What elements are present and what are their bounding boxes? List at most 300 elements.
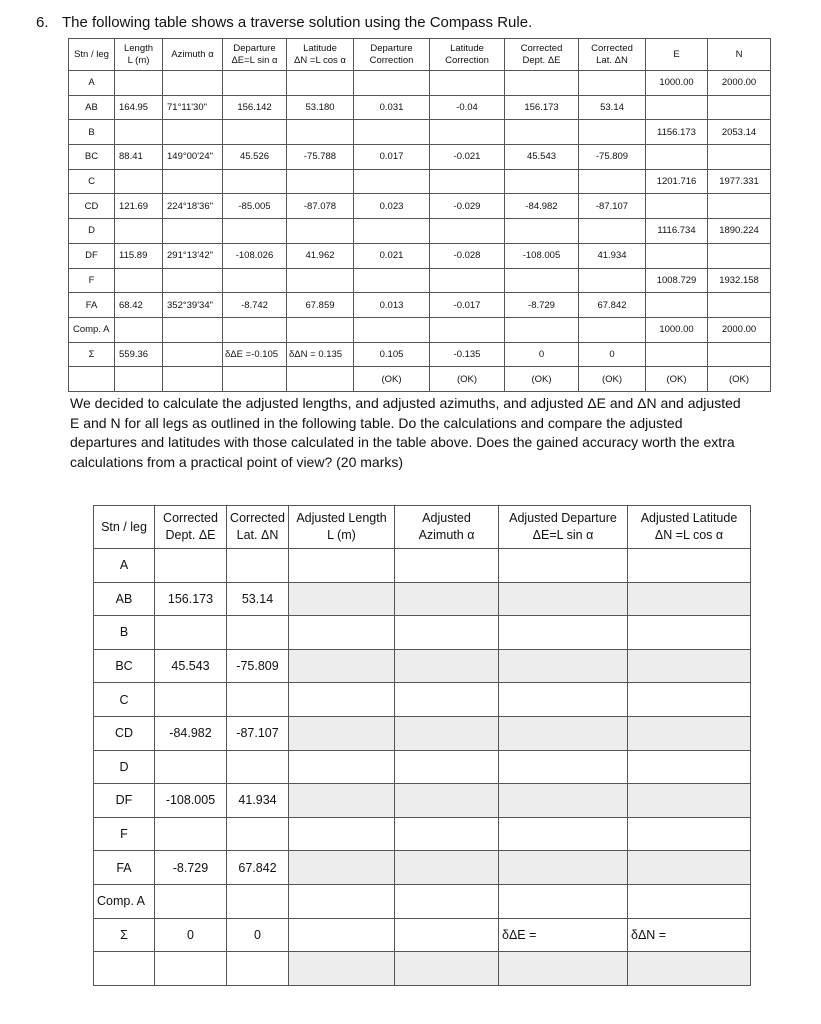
- cell-corrected-departure: [505, 317, 579, 342]
- cell-latitude: -75.788: [287, 145, 354, 170]
- cell-latitude: [287, 268, 354, 293]
- cell-azimuth: 224°18'36": [163, 194, 223, 219]
- header-adjlat-l1: Adjusted Latitude: [640, 511, 738, 525]
- cell-stn: CD: [69, 194, 115, 219]
- header-clat-l2: Lat. ΔN: [596, 54, 628, 66]
- cell-adjusted-departure: [499, 683, 628, 717]
- cell-corrected-latitude: [227, 884, 289, 918]
- cell-latitude: 53.180: [287, 95, 354, 120]
- cell-departure: [223, 169, 287, 194]
- blank-cell: [628, 952, 751, 986]
- ok-blank: [115, 367, 163, 392]
- header-northing: N: [708, 39, 771, 71]
- header-adjlat-l2: ΔN =L cos α: [654, 528, 724, 542]
- cell-adjusted-latitude: [628, 683, 751, 717]
- cell-departure: 156.142: [223, 95, 287, 120]
- cell-adjusted-latitude: [628, 549, 751, 583]
- table-row: [94, 884, 751, 918]
- cell-azimuth: [163, 71, 223, 96]
- table-row: [69, 194, 771, 219]
- table1-sum-row: [69, 342, 771, 367]
- cell-departure-correction: 0.031: [354, 95, 430, 120]
- cell-latitude-correction: -0.028: [430, 243, 505, 268]
- sum-label: Σ: [94, 918, 155, 952]
- cell-corrected-latitude: 67.842: [579, 293, 646, 318]
- cell-azimuth: [163, 169, 223, 194]
- cell-adjusted-latitude: [628, 884, 751, 918]
- header-latitude-correction: [430, 39, 505, 71]
- header-latitude: [287, 39, 354, 71]
- cell-adjusted-departure: [499, 884, 628, 918]
- cell-latitude-correction: [430, 317, 505, 342]
- header-departure: [223, 39, 287, 71]
- cell-departure: 45.526: [223, 145, 287, 170]
- cell-length: 68.42: [115, 293, 163, 318]
- blank-cell: [395, 952, 499, 986]
- cell-adjusted-length[interactable]: [289, 851, 395, 885]
- table-row: [69, 268, 771, 293]
- header-departure-correction: [354, 39, 430, 71]
- cell-corrected-departure: [155, 817, 227, 851]
- cell-departure-correction: [354, 268, 430, 293]
- adjustment-worksheet-table: [93, 505, 751, 986]
- cell-stn: CD: [94, 716, 155, 750]
- cell-northing: [708, 194, 771, 219]
- cell-adjusted-length[interactable]: [289, 582, 395, 616]
- cell-azimuth: [163, 120, 223, 145]
- table2-sum-row: [94, 918, 751, 952]
- cell-length: [115, 169, 163, 194]
- header-latcorr-l2: Correction: [445, 54, 489, 66]
- cell-stn: DF: [69, 243, 115, 268]
- cell-easting: 1000.00: [646, 317, 708, 342]
- cell-latitude: [287, 120, 354, 145]
- ok-corrected-latitude: (OK): [579, 367, 646, 392]
- table-row: [94, 784, 751, 818]
- cell-northing: [708, 145, 771, 170]
- table-row: [94, 649, 751, 683]
- cell-azimuth: [163, 317, 223, 342]
- cell-corrected-departure: [505, 219, 579, 244]
- header-latitude-l1: Latitude: [303, 42, 337, 54]
- cell-northing: 2000.00: [708, 317, 771, 342]
- cell-departure: [223, 219, 287, 244]
- cell-adjusted-latitude[interactable]: [628, 784, 751, 818]
- header-clat-l2: Lat. ΔN: [236, 528, 279, 542]
- cell-corrected-departure: 45.543: [155, 649, 227, 683]
- cell-adjusted-azimuth: [395, 884, 499, 918]
- sum-northing: [708, 342, 771, 367]
- cell-adjusted-departure: [499, 817, 628, 851]
- cell-departure-correction: [354, 219, 430, 244]
- cell-corrected-departure: 45.543: [505, 145, 579, 170]
- cell-latitude: -87.078: [287, 194, 354, 219]
- paragraph-line: E and N for all legs as outlined in the following table. Do the calculations and compare the adjusted: [70, 414, 683, 431]
- cell-latitude-correction: [430, 169, 505, 194]
- ok-latitude-correction: (OK): [430, 367, 505, 392]
- cell-stn: Comp. A: [69, 317, 115, 342]
- cell-corrected-departure: 156.173: [155, 582, 227, 616]
- cell-corrected-departure: -84.982: [155, 716, 227, 750]
- cell-northing: 1977.331: [708, 169, 771, 194]
- sum-departure-correction: 0.105: [354, 342, 430, 367]
- header-adjusted-latitude: [628, 506, 751, 549]
- cell-corrected-departure: [155, 616, 227, 650]
- sum-delta-n: δΔN = 0.135: [287, 342, 354, 367]
- table-row: [94, 582, 751, 616]
- cell-adjusted-departure[interactable]: [499, 784, 628, 818]
- header-length-l1: Length: [123, 42, 154, 54]
- header-cdep-l1: Corrected: [520, 42, 563, 54]
- table1-body: [69, 71, 771, 343]
- cell-corrected-latitude: 53.14: [579, 95, 646, 120]
- cell-adjusted-latitude[interactable]: [628, 716, 751, 750]
- header-cdep-l2: Dept. ΔE: [522, 54, 561, 66]
- cell-adjusted-azimuth[interactable]: [395, 784, 499, 818]
- cell-corrected-latitude: 53.14: [227, 582, 289, 616]
- cell-departure-correction: [354, 317, 430, 342]
- sum-corrected-departure: 0: [155, 918, 227, 952]
- cell-adjusted-length: [289, 683, 395, 717]
- cell-azimuth: [163, 268, 223, 293]
- header-adjusted-departure: [499, 506, 628, 549]
- ok-blank: [287, 367, 354, 392]
- cell-adjusted-departure[interactable]: [499, 716, 628, 750]
- cell-easting: 1156.173: [646, 120, 708, 145]
- cell-adjusted-latitude: [628, 817, 751, 851]
- table2-body: [94, 549, 751, 919]
- cell-departure-correction: 0.013: [354, 293, 430, 318]
- sum-delta-e: δΔE =: [499, 918, 628, 952]
- table2-header-row: [94, 506, 751, 549]
- cell-adjusted-departure[interactable]: [499, 851, 628, 885]
- header-corrected-departure: [155, 506, 227, 549]
- cell-corrected-departure: [155, 549, 227, 583]
- header-easting: E: [646, 39, 708, 71]
- header-adjaz-l2: Azimuth α: [418, 528, 475, 542]
- cell-latitude: 41.962: [287, 243, 354, 268]
- cell-adjusted-departure[interactable]: [499, 582, 628, 616]
- cell-stn: AB: [69, 95, 115, 120]
- cell-adjusted-departure[interactable]: [499, 649, 628, 683]
- cell-corrected-latitude: -75.809: [579, 145, 646, 170]
- cell-corrected-latitude: -75.809: [227, 649, 289, 683]
- question-title-text: The following table shows a traverse solution using the Compass Rule.: [62, 14, 533, 31]
- cell-northing: 1932.158: [708, 268, 771, 293]
- cell-easting: 1201.716: [646, 169, 708, 194]
- cell-northing: 2053.14: [708, 120, 771, 145]
- cell-adjusted-departure: [499, 750, 628, 784]
- blank-cell: [155, 952, 227, 986]
- sum-adjusted-length: [289, 918, 395, 952]
- cell-northing: 1890.224: [708, 219, 771, 244]
- header-adjdep-l1: Adjusted Departure: [509, 511, 617, 525]
- table-row: [94, 716, 751, 750]
- cell-stn: B: [69, 120, 115, 145]
- header-adjlen-l1: Adjusted Length: [296, 511, 387, 525]
- cell-adjusted-azimuth: [395, 549, 499, 583]
- sum-corrected-latitude: 0: [579, 342, 646, 367]
- cell-departure: -8.742: [223, 293, 287, 318]
- cell-easting: [646, 95, 708, 120]
- table2-blank-row: [94, 952, 751, 986]
- table-row: [69, 95, 771, 120]
- table-row: [69, 293, 771, 318]
- cell-adjusted-length[interactable]: [289, 784, 395, 818]
- cell-corrected-latitude: [579, 317, 646, 342]
- cell-stn: A: [94, 549, 155, 583]
- cell-corrected-departure: -108.005: [155, 784, 227, 818]
- cell-corrected-latitude: [579, 71, 646, 96]
- cell-adjusted-azimuth: [395, 616, 499, 650]
- cell-departure: -108.026: [223, 243, 287, 268]
- cell-latitude-correction: [430, 71, 505, 96]
- cell-latitude-correction: [430, 120, 505, 145]
- header-cdep-l1: Corrected: [163, 511, 218, 525]
- table-row: [69, 71, 771, 96]
- cell-length: [115, 268, 163, 293]
- paragraph-line: calculations from a practical point of view? (20 marks): [70, 453, 404, 470]
- cell-departure-correction: [354, 71, 430, 96]
- cell-latitude-correction: -0.021: [430, 145, 505, 170]
- cell-stn: D: [94, 750, 155, 784]
- sum-adjusted-azimuth: [395, 918, 499, 952]
- cell-easting: 1000.00: [646, 71, 708, 96]
- cell-adjusted-latitude[interactable]: [628, 851, 751, 885]
- cell-departure-correction: 0.017: [354, 145, 430, 170]
- cell-length: 164.95: [115, 95, 163, 120]
- header-adjlen-l2: L (m): [327, 528, 356, 542]
- cell-latitude: [287, 71, 354, 96]
- table-row: [94, 549, 751, 583]
- cell-adjusted-length: [289, 750, 395, 784]
- cell-adjusted-length[interactable]: [289, 649, 395, 683]
- cell-latitude: [287, 169, 354, 194]
- table-row: [94, 817, 751, 851]
- cell-easting: 1116.734: [646, 219, 708, 244]
- cell-stn: B: [94, 616, 155, 650]
- ok-easting: (OK): [646, 367, 708, 392]
- cell-latitude: [287, 317, 354, 342]
- header-clat-l1: Corrected: [591, 42, 633, 54]
- cell-length: [115, 71, 163, 96]
- cell-corrected-latitude: -87.107: [227, 716, 289, 750]
- header-adjaz-l1: Adjusted: [422, 511, 471, 525]
- table-row: [69, 169, 771, 194]
- cell-adjusted-length: [289, 817, 395, 851]
- header-latitude-l2: ΔN =L cos α: [294, 54, 346, 66]
- cell-corrected-latitude: [579, 120, 646, 145]
- header-stn: Stn / leg: [94, 506, 155, 549]
- cell-corrected-latitude: [227, 750, 289, 784]
- sum-delta-n: δΔN =: [628, 918, 751, 952]
- cell-departure: [223, 268, 287, 293]
- table-row: [94, 683, 751, 717]
- cell-departure: [223, 317, 287, 342]
- cell-easting: [646, 194, 708, 219]
- cell-stn: C: [94, 683, 155, 717]
- header-azimuth: Azimuth α: [163, 39, 223, 71]
- cell-corrected-latitude: 67.842: [227, 851, 289, 885]
- question-paragraph: [70, 394, 810, 472]
- cell-departure-correction: [354, 120, 430, 145]
- cell-adjusted-length: [289, 549, 395, 583]
- cell-adjusted-latitude: [628, 750, 751, 784]
- cell-corrected-departure: [155, 750, 227, 784]
- table-row: [69, 145, 771, 170]
- table-row: [69, 120, 771, 145]
- cell-easting: [646, 145, 708, 170]
- ok-corrected-departure: (OK): [505, 367, 579, 392]
- table-row: [69, 219, 771, 244]
- cell-corrected-departure: [505, 120, 579, 145]
- table-row: [94, 851, 751, 885]
- table-row: [94, 750, 751, 784]
- table-row: [94, 616, 751, 650]
- cell-departure: -85.005: [223, 194, 287, 219]
- header-length-l2: L (m): [127, 54, 150, 66]
- header-length: [115, 39, 163, 71]
- cell-adjusted-azimuth: [395, 817, 499, 851]
- cell-length: [115, 120, 163, 145]
- cell-easting: 1008.729: [646, 268, 708, 293]
- sum-length: 559.36: [115, 342, 163, 367]
- cell-adjusted-latitude[interactable]: [628, 582, 751, 616]
- cell-easting: [646, 293, 708, 318]
- sum-easting: [646, 342, 708, 367]
- cell-northing: [708, 95, 771, 120]
- header-stn: Stn / leg: [69, 39, 115, 71]
- cell-corrected-latitude: [227, 616, 289, 650]
- cell-adjusted-latitude: [628, 616, 751, 650]
- header-corrected-departure: [505, 39, 579, 71]
- cell-corrected-latitude: -87.107: [579, 194, 646, 219]
- header-adjdep-l2: ΔE=L sin α: [532, 528, 594, 542]
- cell-latitude: 67.859: [287, 293, 354, 318]
- cell-departure-correction: 0.021: [354, 243, 430, 268]
- sum-latitude-correction: -0.135: [430, 342, 505, 367]
- question-title: [36, 14, 532, 31]
- cell-stn: AB: [94, 582, 155, 616]
- header-corrected-latitude: [579, 39, 646, 71]
- blank-cell: [94, 952, 155, 986]
- cell-corrected-departure: [155, 683, 227, 717]
- cell-stn: FA: [69, 293, 115, 318]
- cell-corrected-departure: [155, 884, 227, 918]
- cell-adjusted-length[interactable]: [289, 716, 395, 750]
- table1-ok-row: [69, 367, 771, 392]
- blank-cell: [289, 952, 395, 986]
- cell-stn: BC: [94, 649, 155, 683]
- cell-latitude-correction: [430, 219, 505, 244]
- cell-length: 121.69: [115, 194, 163, 219]
- header-latcorr-l1: Latitude: [450, 42, 484, 54]
- cell-corrected-latitude: [579, 219, 646, 244]
- cell-corrected-latitude: 41.934: [227, 784, 289, 818]
- paragraph-line: departures and latitudes with those calculated in the table above. Does the gained accuracy worth the extra: [70, 434, 735, 450]
- cell-adjusted-length: [289, 884, 395, 918]
- cell-corrected-departure: -8.729: [505, 293, 579, 318]
- cell-azimuth: 291°13'42": [163, 243, 223, 268]
- sum-corrected-latitude: 0: [227, 918, 289, 952]
- cell-latitude-correction: -0.029: [430, 194, 505, 219]
- cell-northing: 2000.00: [708, 71, 771, 96]
- cell-corrected-latitude: [227, 817, 289, 851]
- cell-length: [115, 317, 163, 342]
- header-depcorr-l2: Correction: [369, 54, 414, 66]
- cell-adjusted-azimuth[interactable]: [395, 851, 499, 885]
- cell-stn: BC: [69, 145, 115, 170]
- sum-label: Σ: [69, 342, 115, 367]
- cell-northing: [708, 243, 771, 268]
- cell-corrected-departure: [505, 71, 579, 96]
- cell-easting: [646, 243, 708, 268]
- cell-length: 88.41: [115, 145, 163, 170]
- cell-latitude: [287, 219, 354, 244]
- ok-blank: [223, 367, 287, 392]
- cell-departure: [223, 120, 287, 145]
- header-corrected-latitude: [227, 506, 289, 549]
- cell-corrected-departure: -84.982: [505, 194, 579, 219]
- traverse-solution-table: [68, 38, 771, 392]
- header-adjusted-length: [289, 506, 395, 549]
- ok-departure-correction: (OK): [354, 367, 430, 392]
- paragraph-line: We decided to calculate the adjusted lengths, and adjusted azimuths, and adjusted ΔE and ΔN and adjusted: [70, 395, 741, 411]
- cell-latitude-correction: -0.017: [430, 293, 505, 318]
- table-row: [69, 317, 771, 342]
- header-departure-l1: Departure: [233, 42, 276, 54]
- cell-adjusted-azimuth[interactable]: [395, 716, 499, 750]
- cell-adjusted-latitude[interactable]: [628, 649, 751, 683]
- header-depcorr-l1: Departure: [370, 42, 413, 54]
- cell-corrected-latitude: [227, 549, 289, 583]
- cell-length: 115.89: [115, 243, 163, 268]
- cell-corrected-departure: 156.173: [505, 95, 579, 120]
- cell-latitude-correction: -0.04: [430, 95, 505, 120]
- cell-northing: [708, 293, 771, 318]
- sum-azimuth: [163, 342, 223, 367]
- cell-stn: DF: [94, 784, 155, 818]
- header-cdep-l2: Dept. ΔE: [165, 528, 216, 542]
- blank-cell: [499, 952, 628, 986]
- header-adjusted-azimuth: [395, 506, 499, 549]
- ok-northing: (OK): [708, 367, 771, 392]
- cell-corrected-departure: -8.729: [155, 851, 227, 885]
- cell-latitude-correction: [430, 268, 505, 293]
- cell-corrected-latitude: [579, 169, 646, 194]
- cell-azimuth: 149°00'24": [163, 145, 223, 170]
- table-row: [69, 243, 771, 268]
- cell-azimuth: [163, 219, 223, 244]
- cell-corrected-latitude: [579, 268, 646, 293]
- cell-adjusted-azimuth[interactable]: [395, 582, 499, 616]
- header-departure-l2: ΔE=L sin α: [231, 54, 278, 66]
- sum-corrected-departure: 0: [505, 342, 579, 367]
- question-number: 6.: [36, 14, 49, 31]
- cell-corrected-departure: [505, 268, 579, 293]
- cell-stn: F: [69, 268, 115, 293]
- cell-stn: A: [69, 71, 115, 96]
- cell-adjusted-azimuth: [395, 683, 499, 717]
- cell-departure-correction: 0.023: [354, 194, 430, 219]
- cell-stn: Comp. A: [94, 884, 155, 918]
- cell-corrected-departure: -108.005: [505, 243, 579, 268]
- cell-corrected-latitude: [227, 683, 289, 717]
- cell-adjusted-azimuth[interactable]: [395, 649, 499, 683]
- cell-azimuth: 352°39'34": [163, 293, 223, 318]
- cell-corrected-departure: [505, 169, 579, 194]
- ok-blank: [163, 367, 223, 392]
